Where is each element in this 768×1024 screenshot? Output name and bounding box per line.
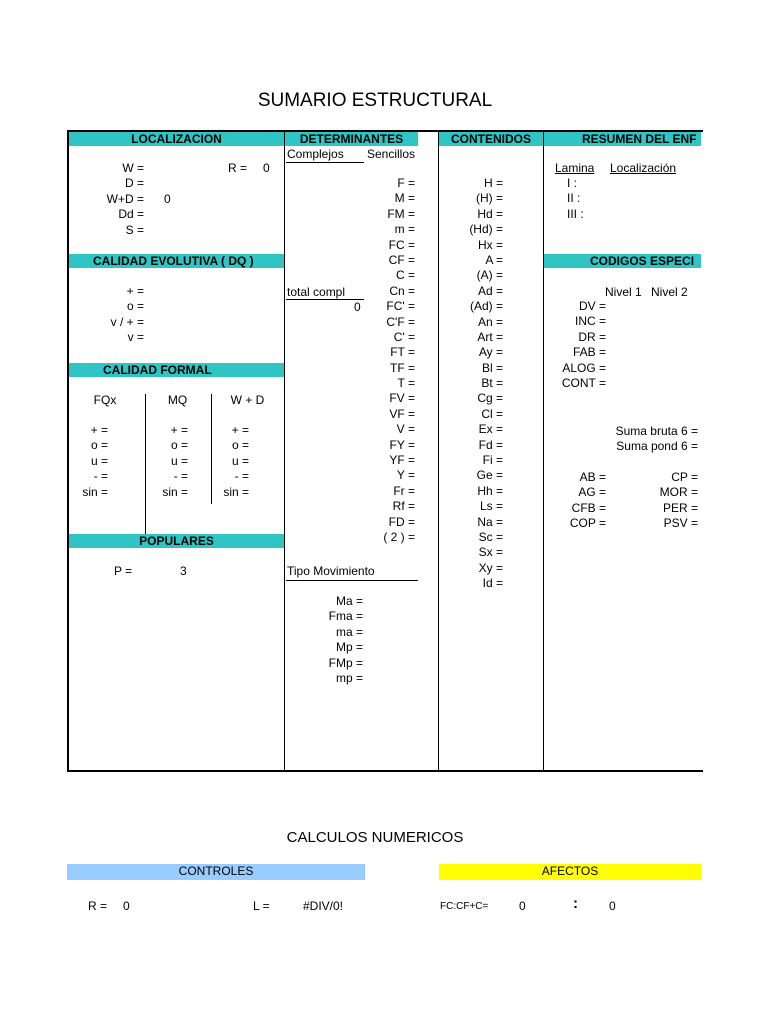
det-row: FD =: [388, 514, 415, 529]
formal-col-wd: W + D: [230, 393, 265, 407]
det-row: FV =: [389, 391, 415, 406]
code-left-row: AG =: [578, 485, 606, 500]
codigo-row: FAB =: [572, 345, 606, 360]
cont-row: Fd =: [478, 437, 503, 452]
dq-row: + =: [126, 284, 144, 298]
det-total-value: 0: [354, 300, 361, 314]
det-row: FC =: [388, 237, 415, 252]
dq-row: v =: [127, 330, 144, 345]
calc-r-label: R =: [88, 899, 108, 913]
cont-row: A =: [485, 252, 503, 267]
determinantes-rows: [345, 176, 415, 545]
cont-row: (Hd) =: [469, 222, 503, 237]
det-total-compl: total compl: [287, 285, 346, 299]
det-row: Rf =: [392, 499, 415, 514]
header-populares: POPULARES: [69, 534, 284, 548]
cont-row: (H) =: [476, 191, 503, 206]
localizacion-rows: [84, 161, 144, 238]
wd-value: 0: [164, 192, 171, 206]
det-row: V =: [396, 422, 415, 437]
header-determinantes: DETERMINANTES: [285, 132, 418, 146]
cont-row: Id =: [482, 576, 503, 591]
afectos-header: AFECTOS: [439, 864, 701, 880]
formal-row: sin =: [82, 484, 108, 499]
code-right-row: PER =: [662, 500, 698, 515]
formal-rows-mq: [150, 423, 188, 500]
dq-rows: [84, 284, 144, 346]
loc-row: W =: [122, 161, 144, 175]
det-row: F =: [397, 176, 415, 190]
cont-row: (A) =: [476, 268, 503, 283]
cont-row: (Ad) =: [469, 299, 503, 314]
header-calidad-formal: CALIDAD FORMAL: [69, 363, 284, 377]
header-localizacion: LOCALIZACION: [69, 132, 284, 146]
suma-pond: Suma pond 6 =: [616, 439, 698, 453]
cont-row: Hd =: [477, 206, 503, 221]
det-row: TF =: [389, 360, 415, 375]
calc-l-value: #DIV/0!: [303, 899, 344, 913]
controles-header: CONTROLES: [67, 864, 365, 880]
cont-row: Ge =: [476, 468, 503, 483]
formal-row: + =: [170, 423, 188, 437]
tipo-movimiento: Tipo Movimiento: [287, 564, 375, 578]
loc-row: S =: [125, 222, 144, 237]
header-contenidos: CONTENIDOS: [439, 132, 543, 146]
formal-row: - =: [173, 469, 188, 484]
header-codigos: CODIGOS ESPECI: [544, 254, 701, 268]
r-value: 0: [263, 161, 270, 175]
movement-row: FMp =: [328, 655, 363, 670]
column-divider: [284, 130, 285, 770]
suma-bruta: Suma bruta 6 =: [615, 424, 698, 438]
codigos-rows: [545, 299, 606, 391]
formal-col-fqx: FQx: [93, 393, 117, 407]
loc-row: W+D =: [106, 191, 144, 206]
code-right-row: PSV =: [663, 516, 698, 531]
dq-row: o =: [126, 299, 144, 314]
det-row: Fr =: [393, 483, 415, 498]
codigo-row: DR =: [578, 329, 606, 344]
loc-row: D =: [124, 176, 144, 191]
lamina-row: I :: [567, 176, 578, 190]
cont-row: Bl =: [481, 360, 503, 375]
nivel2-label: Nivel 2: [651, 285, 688, 299]
det-row: Cn =: [389, 283, 415, 298]
calculos-title: CALCULOS NUMERICOS: [286, 829, 464, 846]
populares-value: 3: [180, 564, 187, 578]
cont-row: Art =: [477, 329, 503, 344]
code-left-row: COP =: [569, 516, 606, 531]
movement-row: Ma =: [335, 594, 363, 608]
formal-row: u =: [90, 453, 108, 468]
codes-left: [545, 470, 606, 532]
codigo-row: ALOG =: [562, 360, 606, 375]
resumen-localizacion: Localización: [610, 161, 677, 175]
cont-row: Ay =: [478, 345, 503, 360]
cont-row: Ex =: [478, 422, 503, 437]
contenidos-rows: [450, 176, 503, 592]
cont-row: Xy =: [478, 560, 503, 575]
calc-r-value: 0: [123, 899, 130, 913]
formal-row: o =: [170, 438, 188, 453]
formal-col-mq: MQ: [167, 393, 188, 407]
movement-row: Fma =: [328, 609, 363, 624]
det-row: C' =: [393, 329, 415, 344]
movement-rows: [300, 594, 363, 686]
cont-row: H =: [483, 176, 503, 190]
movement-row: ma =: [335, 624, 363, 639]
cont-row: Na =: [477, 514, 503, 529]
cont-row: An =: [477, 314, 503, 329]
formal-row: u =: [231, 453, 249, 468]
cont-row: Hh =: [477, 483, 503, 498]
tipo-underline: [286, 580, 418, 581]
cont-row: Ls =: [479, 499, 503, 514]
det-row: M =: [394, 191, 415, 206]
det-row: T =: [397, 376, 415, 391]
formal-rows-wd: [211, 423, 249, 500]
det-row: m =: [394, 222, 415, 237]
dq-row: v / + =: [110, 314, 144, 329]
formal-row: sin =: [162, 484, 188, 499]
det-row: FM =: [387, 206, 415, 221]
calc-fc-value2: 0: [609, 899, 616, 913]
formal-row: o =: [231, 438, 249, 453]
codigo-row: INC =: [574, 314, 606, 329]
code-right-row: MOR =: [659, 485, 698, 500]
lamina-row: III :: [567, 206, 584, 221]
codes-right: [640, 470, 698, 532]
formal-rows-fqx: [70, 423, 108, 500]
populares-label: P =: [114, 564, 133, 578]
det-row: YF =: [389, 453, 415, 468]
column-divider: [438, 130, 439, 770]
loc-row: Dd =: [118, 207, 144, 222]
cont-row: Cl =: [481, 406, 503, 421]
det-row: Y =: [396, 468, 415, 483]
formal-row: u =: [170, 453, 188, 468]
nivel1-label: Nivel 1: [605, 285, 642, 299]
formal-row: + =: [90, 423, 108, 437]
code-left-row: CFB =: [571, 500, 606, 515]
movement-row: Mp =: [335, 640, 363, 655]
det-row: C'F =: [386, 314, 415, 329]
det-sencillos: Sencillos: [367, 147, 416, 161]
laminas-rows: [567, 176, 607, 222]
formal-row: - =: [93, 469, 108, 484]
det-row: VF =: [389, 406, 415, 421]
column-divider: [543, 130, 544, 770]
codigo-row: CONT =: [561, 375, 606, 390]
header-resumen: RESUMEN DEL ENF: [544, 132, 701, 146]
formal-row: sin =: [223, 484, 249, 499]
det-row: FY =: [389, 437, 415, 452]
code-right-row: CP =: [671, 470, 698, 484]
code-left-row: AB =: [579, 470, 606, 484]
det-row: FC' =: [386, 299, 415, 314]
det-row: FT =: [390, 345, 415, 360]
page-title: SUMARIO ESTRUCTURAL: [257, 90, 493, 111]
movement-row: mp =: [335, 670, 363, 685]
cont-row: Fi =: [482, 453, 503, 468]
cont-row: Hx =: [477, 237, 503, 252]
cont-row: Ad =: [477, 283, 503, 298]
cont-row: Cg =: [477, 391, 503, 406]
formal-row: o =: [90, 438, 108, 453]
lamina-row: II :: [567, 191, 581, 206]
cont-row: Sc =: [478, 529, 503, 544]
formal-row: - =: [234, 469, 249, 484]
det-row: C =: [395, 268, 415, 283]
complejos-underline: [286, 162, 364, 163]
formal-divider: [145, 394, 146, 534]
det-row: ( 2 ) =: [383, 529, 415, 544]
calc-colon: :: [573, 895, 578, 912]
calc-l-label: L =: [253, 899, 270, 913]
resumen-lamina: Lamina: [555, 161, 595, 175]
codigo-row: DV =: [578, 299, 606, 313]
cont-row: Sx =: [478, 545, 503, 560]
det-row: CF =: [388, 252, 415, 267]
det-complejos: Complejos: [287, 147, 344, 161]
header-calidad-evolutiva: CALIDAD EVOLUTIVA ( DQ ): [69, 254, 284, 268]
cont-row: Bt =: [481, 376, 503, 391]
calc-fc-value: 0: [519, 899, 526, 913]
calc-fc-label: FC:CF+C=: [440, 901, 489, 912]
r-label: R =: [228, 161, 248, 175]
formal-row: + =: [231, 423, 249, 437]
